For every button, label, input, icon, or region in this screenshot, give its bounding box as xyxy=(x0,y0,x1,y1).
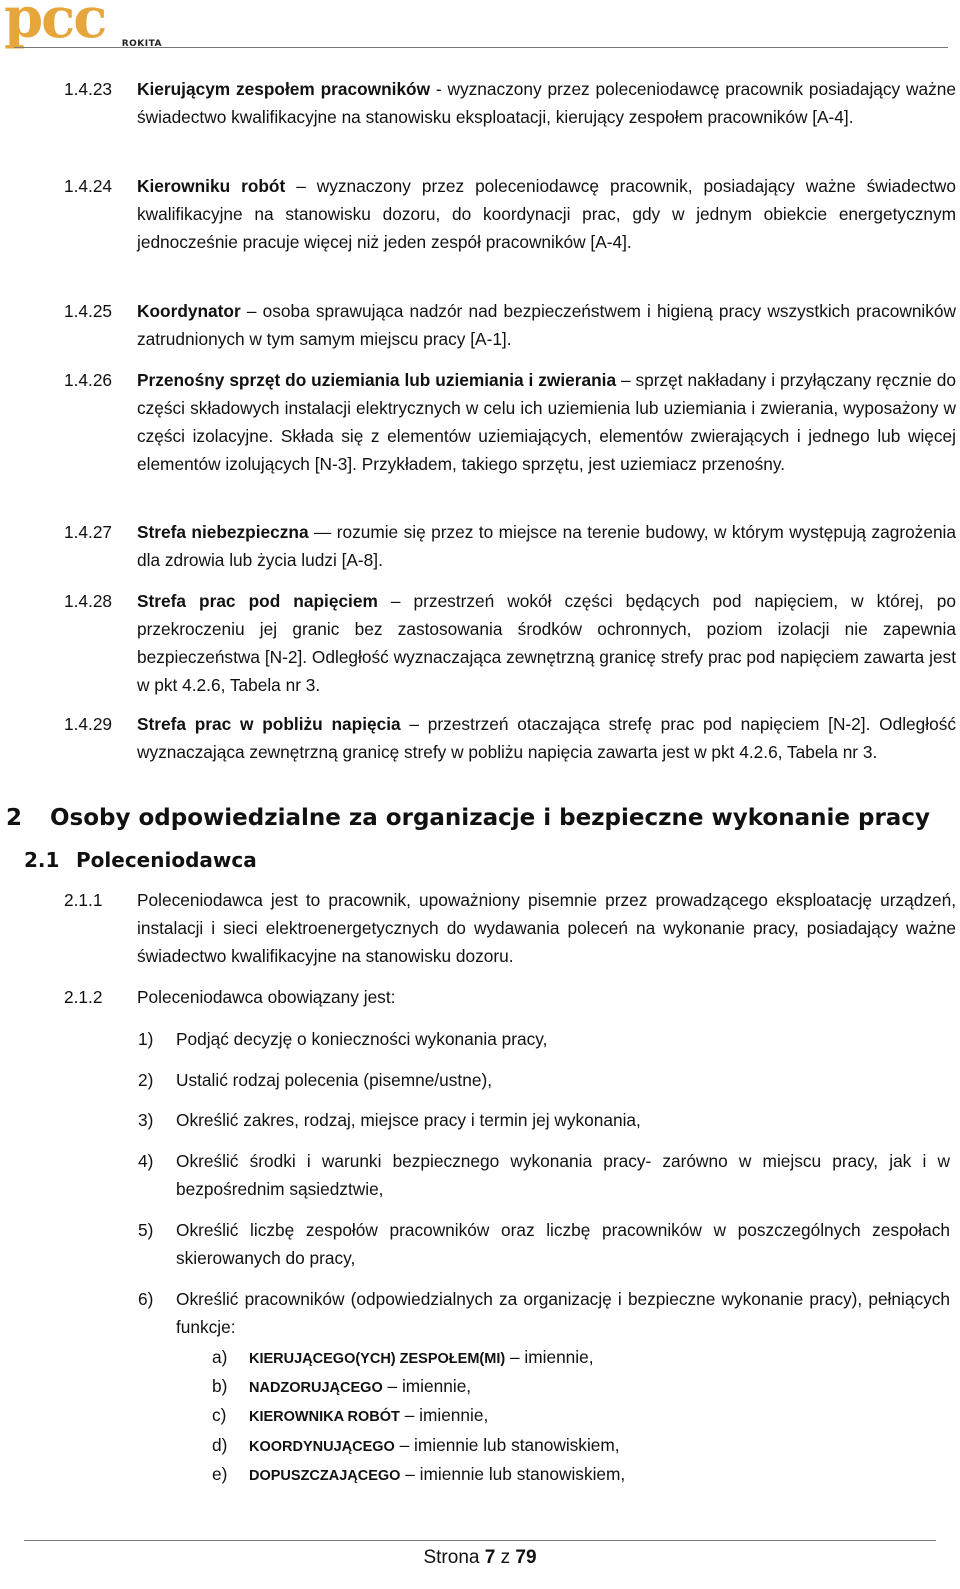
function-letter: c) xyxy=(212,1405,227,1425)
function-assignment: – imiennie, xyxy=(399,1405,489,1425)
section-title: Osoby odpowiedzialne za organizacje i bezpieczne wykonanie pracy xyxy=(50,805,930,831)
function-letter: d) xyxy=(212,1435,228,1455)
function-role: NADZORUJĄCEGO xyxy=(249,1380,383,1396)
function-assignment: – imiennie lub stanowiskiem, xyxy=(400,1464,626,1484)
duty-text: Ustalić rodzaj polecenia (pisemne/ustne), xyxy=(176,1070,493,1090)
paragraph-number: 2.1.2 xyxy=(64,987,103,1007)
duty-item xyxy=(138,1285,950,1341)
definition-1-4-28 xyxy=(64,587,956,699)
duty-item xyxy=(138,1066,950,1094)
duty-text: Określić pracowników (odpowiedzialnych za organizację i bezpieczne wykonanie pracy), pełniących funkcje: xyxy=(176,1289,950,1337)
duty-item xyxy=(138,1025,950,1053)
duty-item xyxy=(138,1147,950,1203)
definition-text: – sprzęt nakładany i przyłączany ręcznie do części składowych instalacji elektrycznych w celu ich uziemienia lub uziemiania i zwierania, wyposażony w części izolacyjne. Składa się z elementów uziemiających, elementów zwierających i jednego lub więcej elementów izolujących [N-3]. Przykładem, takiego sprzętu, jest uziemiacz przenośny. xyxy=(137,370,956,474)
duty-number: 2) xyxy=(138,1070,154,1090)
definition-number: 1.4.27 xyxy=(64,522,113,542)
definition-term: Kierowniku robót xyxy=(137,176,286,196)
function-role: KIERUJĄCEGO(YCH) ZESPOŁEM(MI) xyxy=(249,1351,506,1367)
header-divider xyxy=(14,47,948,48)
definition-term: Strefa prac w pobliżu napięcia xyxy=(137,714,401,734)
function-assignment: – imiennie lub stanowiskiem, xyxy=(394,1435,620,1455)
page-number: 7 xyxy=(484,1547,496,1568)
duty-item xyxy=(138,1106,950,1134)
section-number: 2 xyxy=(6,805,23,831)
function-letter: a) xyxy=(212,1347,228,1367)
definition-text: – przestrzeń otaczająca strefę prac pod napięciem [N-2]. Odległość wyznaczająca zewnętrzną granicę strefy w pobliżu napięcia zawarta jest w pkt 4.2.6, Tabela nr 3. xyxy=(137,714,957,762)
definition-1-4-27 xyxy=(64,518,956,574)
paragraph-2-1-1 xyxy=(64,886,956,970)
paragraph-number: 2.1.1 xyxy=(64,890,103,910)
definition-1-4-25 xyxy=(64,297,956,353)
duty-text: Określić środki i warunki bezpiecznego wykonania pracy- zarówno w miejscu pracy, jak i w bezpośrednim sąsiedztwie, xyxy=(176,1151,950,1199)
page-header xyxy=(0,0,960,52)
paragraph-2-1-2 xyxy=(64,983,956,1011)
definition-term: Kierującym zespołem pracowników xyxy=(137,79,431,99)
definition-term: Koordynator xyxy=(137,301,241,321)
definition-1-4-26 xyxy=(64,366,956,478)
function-item xyxy=(212,1460,625,1490)
company-logo xyxy=(4,0,166,51)
function-item xyxy=(212,1372,471,1402)
footer-divider xyxy=(24,1540,936,1541)
paragraph-text: Poleceniodawca obowiązany jest: xyxy=(137,987,396,1007)
definition-number: 1.4.24 xyxy=(64,176,113,196)
definition-1-4-23 xyxy=(64,75,956,131)
duty-number: 5) xyxy=(138,1220,154,1240)
footer-separator: z xyxy=(495,1547,516,1568)
duty-item xyxy=(138,1216,950,1272)
function-role: KIEROWNIKA ROBÓT xyxy=(249,1409,400,1425)
function-item xyxy=(212,1431,620,1461)
function-assignment: – imiennie, xyxy=(505,1347,594,1367)
logo-text: pcc xyxy=(4,0,106,51)
function-assignment: – imiennie, xyxy=(382,1376,472,1396)
duty-number: 3) xyxy=(138,1110,154,1130)
section-heading xyxy=(6,804,930,832)
subsection-number: 2.1 xyxy=(24,848,60,872)
definition-number: 1.4.23 xyxy=(64,79,113,99)
duty-text: Określić zakres, rodzaj, miejsce pracy i termin jej wykonania, xyxy=(176,1110,641,1130)
duty-number: 1) xyxy=(138,1029,154,1049)
function-letter: b) xyxy=(212,1376,228,1396)
definition-term: Strefa prac pod napięciem xyxy=(137,591,378,611)
page-total: 79 xyxy=(515,1547,537,1568)
subsection-heading xyxy=(24,846,257,874)
definition-text: — rozumie się przez to miejsce na terenie budowy, w którym występują zagrożenia dla zdrowia lub życia ludzi [A-8]. xyxy=(137,522,957,570)
page-footer xyxy=(0,1544,960,1572)
definition-text: – wyznaczony przez poleceniodawcę pracownik, posiadający ważne świadectwo kwalifikacyjne na stanowisku dozoru, do koordynacji prac, gdy w jednym obiekcie energetycznym jednocześnie pracuje więcej niż jeden zespół pracowników [A-4]. xyxy=(137,176,956,252)
definition-number: 1.4.25 xyxy=(64,301,113,321)
definition-term: Przenośny sprzęt do uziemiania lub uziemiania i zwierania xyxy=(137,370,617,390)
footer-prefix: Strona xyxy=(423,1547,485,1568)
function-role: DOPUSZCZAJĄCEGO xyxy=(249,1468,401,1484)
paragraph-text: Poleceniodawca jest to pracownik, upoważniony pisemnie przez prowadzącego eksploatację urządzeń, instalacji i sieci elektroenergetycznych do wydawania poleceń na wykonanie pracy, posiadający ważne świadectwo kwalifikacyjne na stanowisku dozoru. xyxy=(137,890,956,966)
definition-text: – przestrzeń wokół części będących pod napięciem, w której, po przekroczeniu jej granic bez zastosowania środków ochronnych, poziom izolacji nie zapewnia bezpieczeństwa [N-2]. Odległość wyznaczająca zewnętrzną granicę strefy prac pod napięciem zawarta jest w pkt 4.2.6, Tabela nr 3. xyxy=(137,591,956,695)
logo-subtitle: ROKITA xyxy=(121,39,162,49)
duty-number: 4) xyxy=(138,1151,154,1171)
function-item xyxy=(212,1401,488,1431)
definition-term: Strefa niebezpieczna xyxy=(137,522,309,542)
function-letter: e) xyxy=(212,1464,228,1484)
definition-number: 1.4.26 xyxy=(64,370,113,390)
duty-text: Podjąć decyzję o konieczności wykonania pracy, xyxy=(176,1029,548,1049)
subsection-title: Poleceniodawca xyxy=(76,848,257,872)
definition-number: 1.4.29 xyxy=(64,714,113,734)
function-item xyxy=(212,1343,594,1373)
definition-text: - wyznaczony przez poleceniodawcę pracownik posiadający ważne świadectwo kwalifikacyjne na stanowisku eksploatacji, kierujący zespołem pracowników [A-4]. xyxy=(137,79,956,127)
definition-1-4-29 xyxy=(64,710,956,766)
definition-text: – osoba sprawująca nadzór nad bezpieczeństwem i higieną pracy wszystkich pracowników zatrudnionych w tym samym miejscu pracy [A-1]. xyxy=(137,301,956,349)
function-role: KOORDYNUJĄCEGO xyxy=(249,1439,395,1455)
duty-number: 6) xyxy=(138,1289,154,1309)
duty-text: Określić liczbę zespołów pracowników oraz liczbę pracowników w poszczególnych zespołach skierowanych do pracy, xyxy=(176,1220,950,1268)
definition-1-4-24 xyxy=(64,172,956,256)
definition-number: 1.4.28 xyxy=(64,591,113,611)
